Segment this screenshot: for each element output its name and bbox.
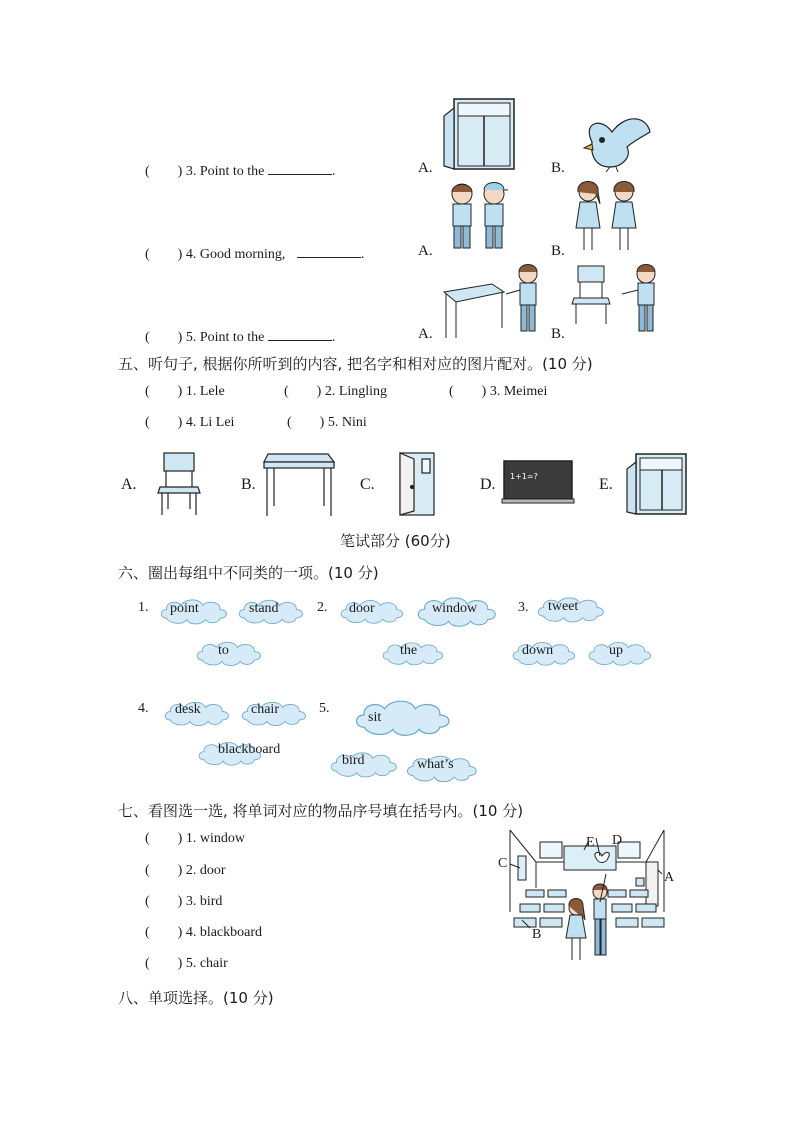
s5-item-1: ( ) 1. Lele: [145, 384, 225, 399]
group-5-number: 5.: [319, 701, 330, 716]
label-b: B: [532, 927, 542, 942]
group-4-number: 4.: [138, 701, 149, 716]
answer-paren[interactable]: ( ): [145, 247, 183, 262]
word-desk[interactable]: desk: [175, 702, 201, 717]
word-sit[interactable]: blackboard: [218, 742, 281, 757]
answer-paren[interactable]: ( ): [145, 164, 183, 179]
written-part-heading: 笔试部分 (60分): [340, 532, 451, 550]
group-2-number: 2.: [317, 600, 328, 615]
q4-item-5: ( ) 5. Point to the .: [145, 326, 335, 346]
q5-option-b-label: B.: [551, 326, 565, 342]
answer-paren[interactable]: ( ): [145, 863, 183, 878]
s7-item-5: ( ) 5. chair: [145, 956, 228, 971]
q3-option-a-label: A.: [418, 160, 433, 176]
word-to[interactable]: to: [218, 643, 229, 658]
word-up[interactable]: up: [609, 643, 623, 658]
answer-paren[interactable]: ( ): [145, 925, 183, 940]
s5-option-a: A.: [121, 476, 137, 493]
classroom-picture: [496, 828, 680, 968]
label-e: E: [586, 835, 595, 850]
answer-paren[interactable]: ( ): [284, 384, 322, 399]
section8-title: 八、单项选择。(10 分): [118, 989, 274, 1007]
word-whats[interactable]: what’s: [417, 757, 454, 772]
answer-paren[interactable]: ( ): [145, 330, 183, 345]
label-a: A: [664, 870, 675, 885]
word-window[interactable]: window: [432, 601, 478, 616]
question-text: 4. Good morning,: [185, 247, 286, 262]
s5-option-c: C.: [360, 476, 375, 493]
section6-title: 六、圈出每组中不同类的一项。(10 分): [118, 564, 379, 582]
word-door[interactable]: door: [349, 601, 375, 616]
group-3-number: 3.: [518, 600, 529, 615]
group-1-number: 1.: [138, 600, 149, 615]
answer-paren[interactable]: ( ): [145, 956, 183, 971]
s7-item-2: ( ) 2. door: [145, 863, 226, 878]
q4-item-3: ( ) 3. Point to the .: [145, 160, 335, 180]
answer-paren[interactable]: ( ): [145, 384, 183, 399]
s7-item-1: ( ) 1. window: [145, 831, 245, 846]
q4-item-4: ( ) 4. Good morning, .: [145, 243, 364, 263]
q4-option-a-label: A.: [418, 243, 433, 259]
word-point[interactable]: point: [170, 601, 199, 616]
s5-item-2: ( ) 2. Lingling: [284, 384, 388, 399]
word-the[interactable]: the: [400, 643, 418, 658]
question-text: 3. Point to the: [185, 164, 265, 179]
s5-item-4: ( ) 4. Li Lei: [145, 415, 235, 430]
q4-option-b-label: B.: [551, 243, 565, 259]
word-blackboard[interactable]: sit: [368, 710, 382, 725]
q5-option-a-label: A.: [418, 326, 433, 342]
s5-item-3: ( ) 3. Meimei: [449, 384, 548, 399]
s5-option-e: E.: [599, 476, 613, 493]
word-chair[interactable]: chair: [251, 702, 279, 717]
word-down[interactable]: down: [522, 643, 554, 658]
answer-paren[interactable]: ( ): [287, 415, 325, 430]
s7-item-4: ( ) 4. blackboard: [145, 925, 263, 940]
section7-title: 七、看图选一选, 将单词对应的物品序号填在括号内。(10 分): [118, 802, 524, 820]
label-d: D: [612, 833, 623, 848]
word-bird[interactable]: bird: [342, 753, 365, 768]
answer-paren[interactable]: ( ): [145, 415, 183, 430]
s7-item-3: ( ) 3. bird: [145, 894, 223, 909]
label-c: C: [498, 856, 508, 871]
word-stand[interactable]: stand: [249, 601, 279, 616]
s5-item-5: ( ) 5. Nini: [287, 415, 367, 430]
answer-paren[interactable]: ( ): [145, 894, 183, 909]
answer-paren[interactable]: ( ): [449, 384, 487, 399]
word-tweet[interactable]: tweet: [548, 599, 579, 614]
section5-title: 五、听句子, 根据你所听到的内容, 把名字和相对应的图片配对。(10 分): [118, 355, 593, 373]
s5-option-d: D.: [480, 476, 496, 493]
q3-option-b-label: B.: [551, 160, 565, 176]
answer-paren[interactable]: ( ): [145, 831, 183, 846]
question-text: 5. Point to the: [185, 330, 265, 345]
blackboard-text: 1+1=?: [510, 472, 538, 481]
s5-option-b: B.: [241, 476, 256, 493]
